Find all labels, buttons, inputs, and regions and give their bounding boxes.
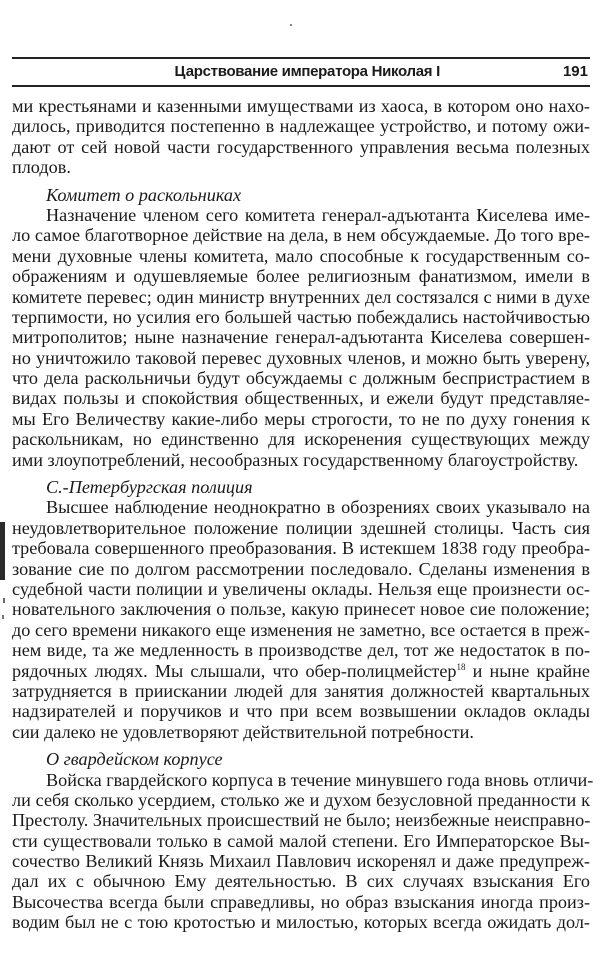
scan-speck bbox=[2, 615, 4, 619]
paragraph bbox=[12, 205, 590, 470]
text-line: сти существовали только в самой малой степени. Его Императорское Вы- bbox=[12, 830, 590, 851]
text-line: мы Его Величеству какие-либо меры строгости, то не по духу гонения к bbox=[12, 408, 590, 429]
text-line: что дела раскольничьи будут обсуждаемы с должным беспристрастием в bbox=[12, 368, 590, 389]
text-line: сии далеко не удовлетворяют действительной потребности. bbox=[12, 721, 474, 742]
text-line: терпимости, но усилия его большей частью побеждались настойчивостью bbox=[12, 306, 590, 327]
section-heading: Комитет о раскольниках bbox=[46, 184, 242, 205]
text-line: нем виде, та же медленность в производстве дел, тот же недостаток в по- bbox=[12, 640, 590, 661]
header-rule-bottom bbox=[12, 85, 590, 87]
running-title: Царствование императора Николая I bbox=[174, 63, 440, 80]
text-line: затрудняется в приискании людей для занятия должностей квартальных bbox=[12, 680, 590, 701]
text-line: судебной части полиции и увеличены оклады. Нельзя еще произнести ос- bbox=[12, 578, 590, 599]
text-line: до сего времени никакого еще изменения не заметно, все остается в преж- bbox=[12, 619, 590, 640]
scan-artifact bbox=[0, 522, 5, 580]
page-number: 191 bbox=[562, 63, 588, 80]
section-heading: С.-Петербургская полиция bbox=[46, 477, 253, 498]
text-line: водим был не с тою кротостью и милостью, которых всегда ожидать дол- bbox=[12, 912, 590, 933]
text-segment: рядочных людях. Мы слышали, что обер-полицмейстер bbox=[12, 660, 457, 681]
text-line: Высшее наблюдение неоднократно в обозрениях своих указывало на bbox=[46, 497, 590, 518]
text-line: надзирателей и поручиков и что при всем возвышении окладов оклады bbox=[12, 701, 590, 722]
paragraph bbox=[12, 497, 590, 742]
text-line: ми крестьянами и казенными имуществами из хаоса, в котором оно нахо- bbox=[12, 96, 590, 116]
text-line: мени духовные члены комитета, мало способные к государственным со- bbox=[12, 245, 590, 266]
text-line: Высочества всегда были справедливы, но образ взыскания иногда произ- bbox=[12, 891, 590, 912]
text-line: ло самое благотворное действие на дела, в нем обсуждаемые. До того вре- bbox=[12, 225, 590, 246]
header-rule-top bbox=[12, 57, 590, 59]
paragraph bbox=[12, 96, 590, 178]
section-heading: О гвардейском корпусе bbox=[46, 749, 223, 770]
text-line: зование сие по долгом рассмотрении последовало. Сделаны изменения в bbox=[12, 558, 590, 579]
text-line: Назначение членом сего комитета генерал-адъютанта Киселева име- bbox=[46, 204, 590, 225]
footnote-ref[interactable]: 18 bbox=[456, 661, 466, 672]
paragraph bbox=[12, 769, 594, 933]
text-line: новательного заключения о пользе, какую принесет новое сие положение; bbox=[12, 599, 590, 620]
scan-speck bbox=[3, 598, 5, 603]
text-line: раскольникам, но единственно для искоренения существующих между bbox=[12, 429, 590, 450]
text-line: но уничтожило таковой перевес духовных членов, и можно быть уверену, bbox=[12, 347, 590, 368]
text-line: митрополитов; ныне назначение генерал-адъютанта Киселева совершен- bbox=[12, 327, 590, 348]
running-header bbox=[12, 62, 590, 82]
page-body bbox=[12, 96, 594, 933]
scan-speck bbox=[290, 24, 292, 26]
text-line: дилось, приводится постепенно в надлежащее устройство, и потому ожи- bbox=[12, 116, 590, 137]
text-line: дал их с обычною Ему деятельностью. В сих случаях взыскания Его bbox=[12, 871, 590, 892]
text-line: сочество Великий Князь Михаил Павлович искоренял и даже предупреж- bbox=[12, 851, 590, 872]
text-line: неудовлетворительное положение полиции здешней столицы. Часть сия bbox=[12, 517, 590, 538]
text-line: ими злоупотреблений, несообразных государственному благоустройству. bbox=[12, 449, 579, 470]
text-line: Престолу. Значительных происшествий не было; неизбежные неисправно- bbox=[12, 810, 591, 831]
text-line: плодов. bbox=[12, 157, 71, 178]
text-line bbox=[12, 661, 590, 681]
text-line: комитете перевес; один министр внутренних дел состязался с ними в духе bbox=[12, 286, 590, 307]
text-segment: и ныне крайне bbox=[465, 660, 590, 681]
text-line: Войска гвардейского корпуса в течение минувшего года вновь отличи- bbox=[46, 769, 594, 790]
text-line: видах пользы и спокойствия общественных, и ежели будут представляе- bbox=[12, 388, 590, 409]
text-line: ображениям и одушевляемые более религиозным фанатизмом, имели в bbox=[12, 266, 590, 287]
text-line: требовала совершенного преобразования. В истекшем 1838 году преобра- bbox=[12, 538, 590, 559]
text-line: ли себя сколько усердием, столько же и духом безусловной преданности к bbox=[12, 789, 590, 810]
text-line: дают от сей новой части государственного управления весьма полезных bbox=[12, 136, 590, 157]
